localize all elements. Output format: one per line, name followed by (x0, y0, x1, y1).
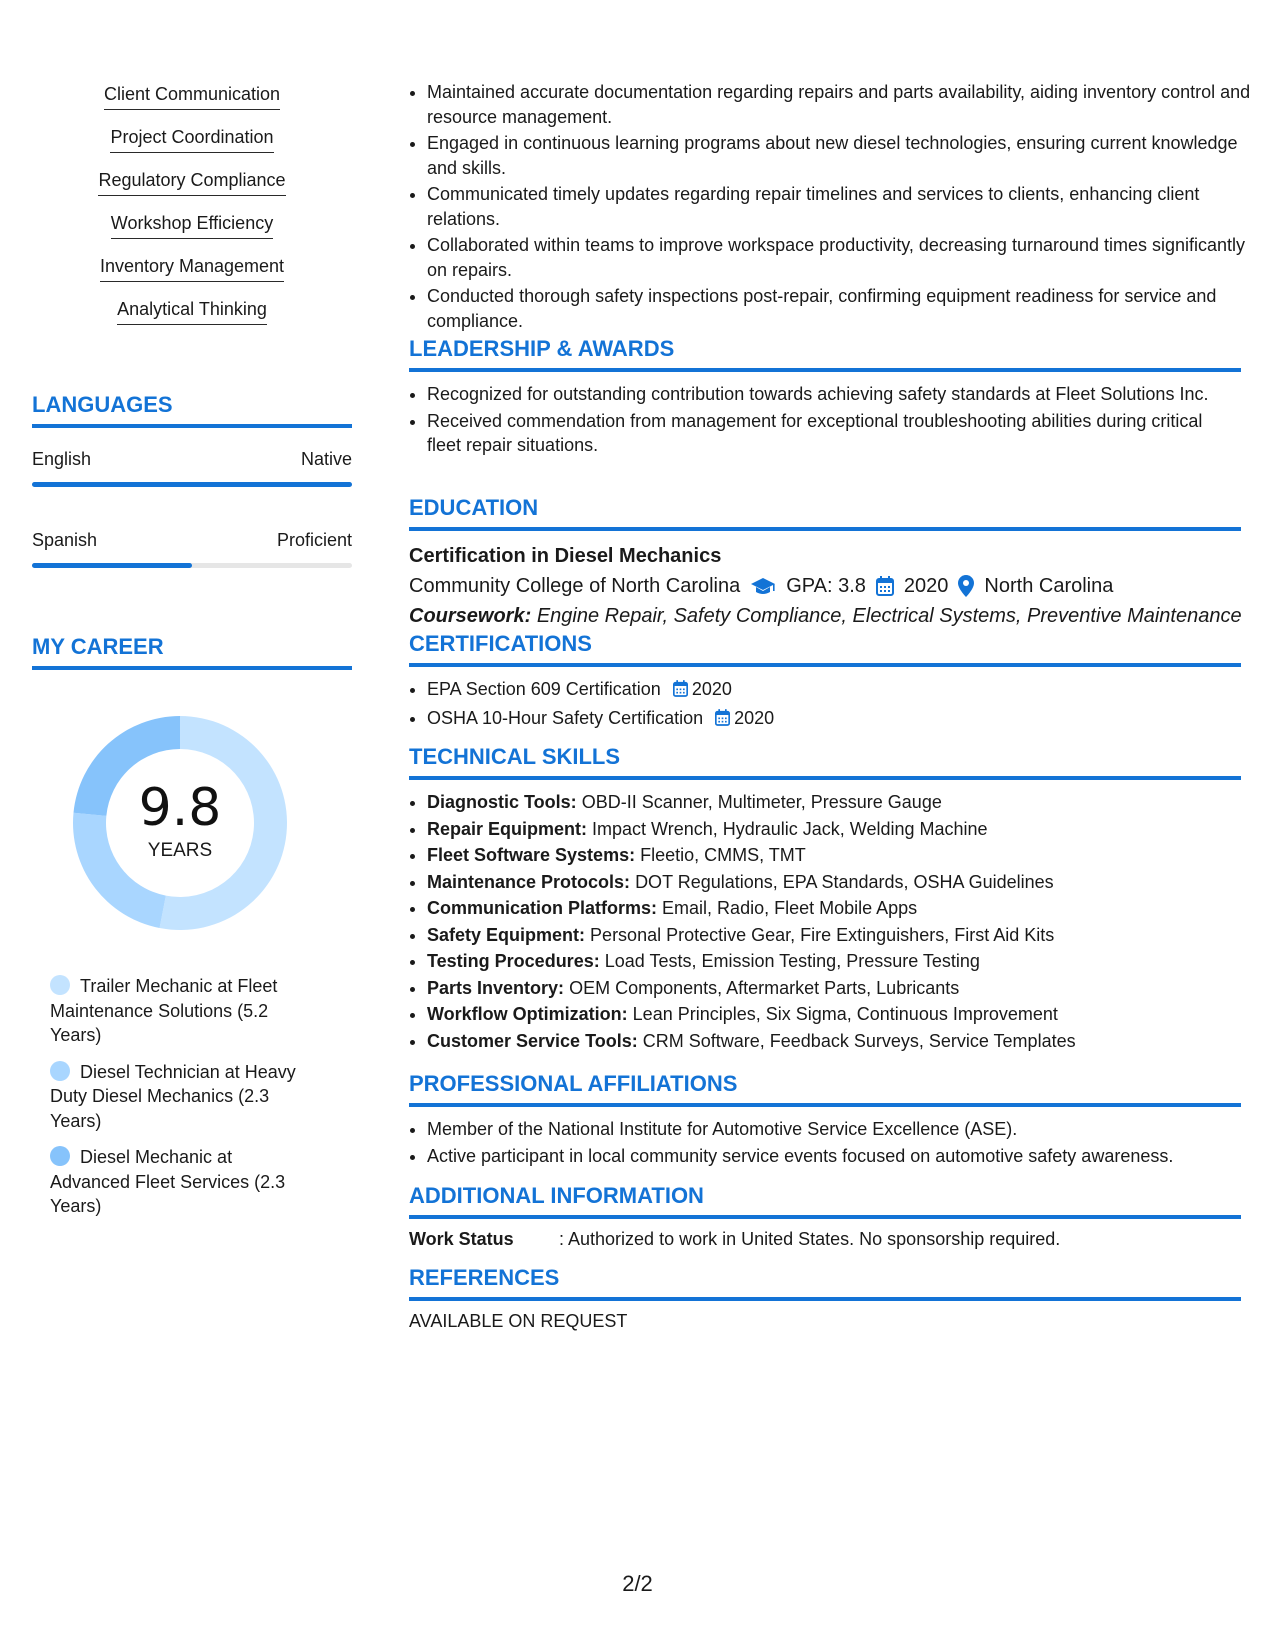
additional-section (409, 1183, 1241, 1250)
page-number: 2/2 (622, 1571, 653, 1596)
skill-label: Repair Equipment: (427, 818, 588, 839)
work-status-label: Work Status (409, 1229, 514, 1249)
work-status-value: : Authorized to work in United States. No sponsorship required. (559, 1229, 1061, 1249)
skill-value: CRM Software, Feedback Surveys, Service Templates (642, 1030, 1076, 1051)
skill-label: Diagnostic Tools: (427, 792, 577, 812)
career-donut (67, 710, 293, 936)
certification-name: EPA Section 609 Certification (427, 679, 661, 699)
education-location: North Carolina (984, 575, 1114, 597)
technical-skill-item (427, 1002, 1241, 1027)
experience-bullet: • Communicated timely updates regarding repair timelines and services to clients, enhancing client relations. (427, 182, 1259, 231)
skill-label: Fleet Software Systems: (427, 845, 636, 865)
certification-name: OSHA 10-Hour Safety Certification (427, 707, 704, 728)
skill-value: Fleetio, CMMS, TMT (640, 845, 806, 865)
language-name: Spanish (32, 530, 98, 550)
technical-skill-item (427, 896, 1241, 921)
strength-item: Regulatory Compliance (98, 170, 285, 196)
strength-item: Client Communication (104, 84, 280, 110)
certification-year: 2020 (734, 707, 775, 728)
skill-label: Parts Inventory: (427, 977, 565, 998)
education-details (409, 573, 1241, 599)
leadership-item: • Recognized for outstanding contribution towards achieving safety standards at Fleet Solutions Inc. (427, 382, 1241, 407)
skill-value: Load Tests, Emission Testing, Pressure Testing (604, 951, 980, 971)
language-bar-fill (32, 482, 352, 487)
leadership-item: • Received commendation from management for exceptional troubleshooting abilities during critical fleet repair situations. (427, 409, 1241, 458)
calendar-icon (715, 708, 730, 733)
language-level: Native (300, 449, 352, 469)
experience-bullet: • Maintained accurate documentation regarding repairs and parts availability, aiding inventory control and resource management. (427, 80, 1259, 129)
leadership-list (409, 382, 1241, 458)
career-legend-item (50, 1145, 315, 1219)
skill-value: Impact Wrench, Hydraulic Jack, Welding Machine (592, 818, 988, 839)
affiliations-title: PROFESSIONAL AFFILIATIONS (409, 1071, 1241, 1107)
language-bar (32, 563, 352, 568)
language-level: Proficient (276, 530, 352, 550)
education-gpa: GPA: 3.8 (786, 575, 866, 597)
references-text: AVAILABLE ON REQUEST (409, 1311, 628, 1331)
experience-bullets (409, 80, 1259, 335)
technical-skills-list (409, 790, 1241, 1053)
leadership-section (409, 336, 1241, 460)
education-degree: Certification in Diesel Mechanics (409, 545, 722, 567)
coursework-label: Coursework: (409, 605, 532, 627)
certification-year: 2020 (691, 679, 732, 699)
language-name: English (32, 449, 92, 469)
affiliations-list (409, 1117, 1241, 1168)
career-legend-item (50, 974, 315, 1048)
strength-item: Inventory Management (100, 256, 284, 282)
technical-skill-item (427, 923, 1241, 948)
skill-value: DOT Regulations, EPA Standards, OSHA Guidelines (635, 871, 1054, 892)
legend-dot (50, 1146, 70, 1166)
technical-skill-item (427, 790, 1241, 815)
language-bar-fill (32, 563, 192, 568)
graduation-cap-icon (750, 576, 776, 596)
skill-label: Workflow Optimization: (427, 1004, 628, 1024)
language-row (32, 529, 352, 551)
technical-skills-section (409, 744, 1241, 1055)
skill-label: Safety Equipment: (427, 924, 586, 945)
calendar-icon (673, 679, 688, 704)
career-unit: YEARS (147, 840, 213, 861)
calendar-icon (876, 576, 894, 596)
skill-value: Personal Protective Gear, Fire Extinguishers, First Aid Kits (590, 924, 1055, 945)
additional-title: ADDITIONAL INFORMATION (409, 1183, 1241, 1219)
references-section (409, 1265, 1241, 1332)
technical-skill-item (427, 843, 1241, 868)
leadership-title: LEADERSHIP & AWARDS (409, 336, 1241, 372)
technical-skill-item (427, 817, 1241, 842)
affiliation-item: • Member of the National Institute for Automotive Service Excellence (ASE). (427, 1117, 1241, 1142)
education-school: Community College of North Carolina (409, 575, 741, 597)
coursework-value: Engine Repair, Safety Compliance, Electrical Systems, Preventive Maintenance (536, 605, 1242, 627)
career-total: 9.8 (138, 778, 222, 838)
career-legend-label: Diesel Technician at Heavy Duty Diesel Mechanics (2.3 Years) (50, 1061, 296, 1131)
skill-value: OBD-II Scanner, Multimeter, Pressure Gauge (581, 792, 942, 812)
education-title: EDUCATION (409, 495, 1241, 531)
technical-skill-item (427, 949, 1241, 974)
strength-item: Analytical Thinking (117, 299, 267, 325)
location-pin-icon (958, 575, 974, 597)
education-coursework (409, 603, 1241, 629)
work-status-row (409, 1229, 1241, 1250)
languages-title: LANGUAGES (32, 392, 352, 428)
language-bar (32, 482, 352, 487)
certifications-title: CERTIFICATIONS (409, 631, 1241, 667)
education-section (409, 495, 1241, 629)
education-year: 2020 (903, 575, 949, 597)
language-row (32, 448, 352, 470)
legend-dot (50, 1061, 70, 1081)
skill-label: Communication Platforms: (427, 898, 658, 918)
experience-bullet: • Conducted thorough safety inspections post-repair, confirming equipment readiness for service and compliance. (427, 284, 1259, 333)
technical-skill-item (427, 870, 1241, 895)
certifications-section (409, 631, 1241, 734)
skill-value: Lean Principles, Six Sigma, Continuous Improvement (632, 1004, 1058, 1024)
skill-label: Testing Procedures: (427, 951, 600, 971)
strengths-list (32, 84, 352, 342)
experience-bullet: • Collaborated within teams to improve workspace productivity, decreasing turnaround times significantly on repairs. (427, 233, 1259, 282)
strength-item: Workshop Efficiency (111, 213, 273, 239)
skill-value: Email, Radio, Fleet Mobile Apps (662, 898, 918, 918)
skill-label: Customer Service Tools: (427, 1030, 638, 1051)
affiliations-section (409, 1071, 1241, 1170)
certifications-list (409, 677, 1241, 732)
career-title: MY CAREER (32, 634, 352, 670)
certification-item (427, 677, 1241, 704)
skill-label: Maintenance Protocols: (427, 871, 631, 892)
strength-item: Project Coordination (110, 127, 273, 153)
references-title: REFERENCES (409, 1265, 1241, 1301)
technical-skill-item (427, 1029, 1241, 1054)
skill-value: OEM Components, Aftermarket Parts, Lubricants (569, 977, 960, 998)
career-legend (50, 974, 315, 1231)
career-legend-label: Trailer Mechanic at Fleet Maintenance Solutions (5.2 Years) (50, 976, 278, 1045)
affiliation-item: • Active participant in local community service events focused on automotive safety awareness. (427, 1144, 1241, 1169)
legend-dot (50, 975, 70, 995)
experience-bullet: • Engaged in continuous learning programs about new diesel technologies, ensuring current knowledge and skills. (427, 131, 1259, 180)
certification-item (427, 706, 1241, 733)
technical-skill-item (427, 976, 1241, 1001)
languages-section (32, 392, 352, 568)
technical-skills-title: TECHNICAL SKILLS (409, 744, 1241, 780)
career-legend-item (50, 1060, 315, 1134)
career-section (32, 634, 352, 1216)
career-legend-label: Diesel Mechanic at Advanced Fleet Services (2.3 Years) (50, 1147, 286, 1216)
